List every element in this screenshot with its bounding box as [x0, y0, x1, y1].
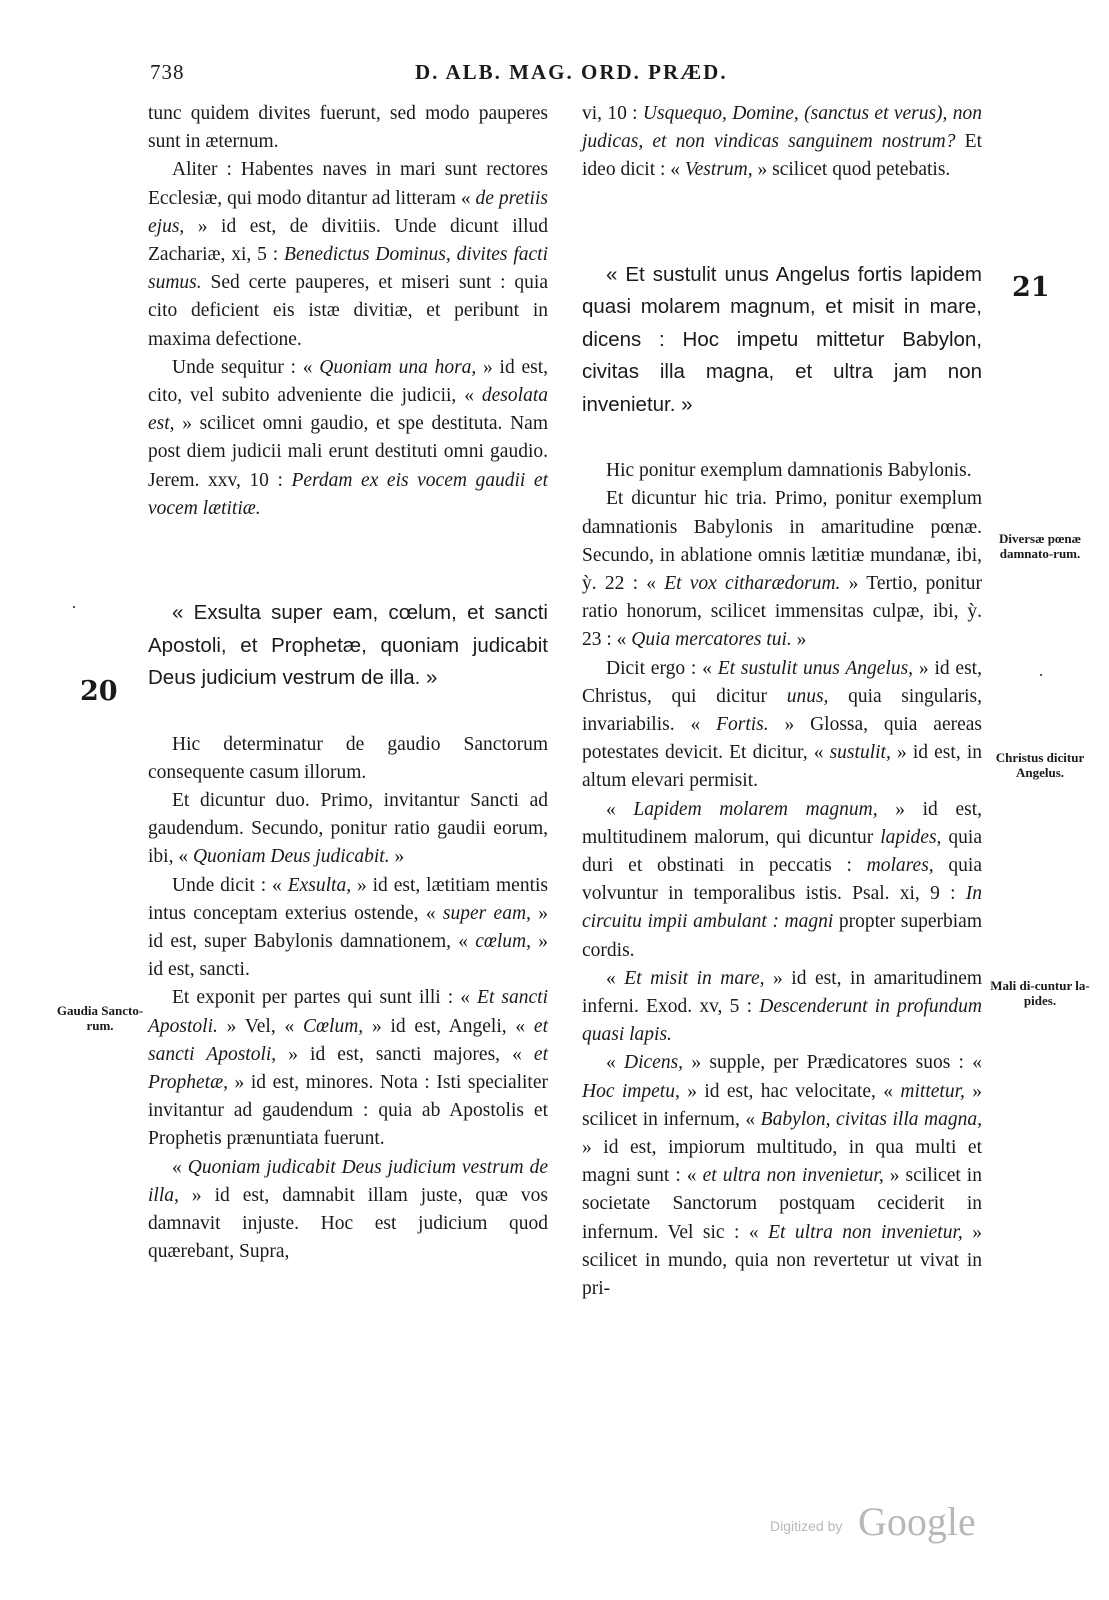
right-paragraph: « Lapidem molarem magnum, » id est, multitudinem malorum, qui dicuntur lapides, quia duri et obstinati in peccatis : molares, quia volvuntur in temporalibus istis. Psal. xi, 9 : In circuitu impii ambulant : magni propter superbiam cordis.: [582, 798, 983, 961]
margin-note-diversa: Diversæ pœnæ damnato-rum.: [999, 531, 1081, 561]
margin-note-mali: Mali di-cuntur la-pides.: [990, 978, 1090, 1008]
left-paragraph: « Quoniam judicabit Deus judicium vestrum de illa, » id est, damnabit illam juste, quæ vos damnavit injuste. Hoc est judicium quod quærebant, Supra,: [148, 1156, 548, 1263]
verse-number-21: 21: [1012, 272, 1050, 303]
left-paragraph: tunc quidem divites fuerunt, sed modo pauperes sunt in æternum.: [148, 103, 548, 153]
verse-number-20: 20: [80, 676, 118, 707]
left-paragraph: Hic determinatur de gaudio Sanctorum consequente casum illorum.: [148, 733, 548, 783]
right-paragraph: Hic ponitur exemplum damnationis Babylonis.: [606, 460, 972, 482]
verse-21-text: « Et sustulit unus Angelus fortis lapidem quasi molarem magnum, et misit in mare, dicens : Hoc impetu mittetur Babylon, civitas illa magna, et ultra jam non invenietur. »: [582, 262, 982, 416]
right-paragraph: Et dicuntur hic tria. Primo, ponitur exemplum damnationis Babylonis in amaritudine pœnæ. Secundo, in ablatione omnis lætitiæ mundanæ, ibi, ỳ. 22 : « Et vox citharædorum. » Tertio, ponitur ratio honorum, scilicet immensitas culpæ, ibi, ỳ. 23 : « Quia mercatores tui. »: [582, 488, 983, 651]
verse-20-text: « Exsulta super eam, cœlum, et sancti Apostoli, et Prophetæ, quoniam judicabit Deus judicium vestrum de illa. »: [148, 601, 548, 690]
left-paragraph: Aliter : Habentes naves in mari sunt rectores Ecclesiæ, qui modo ditantur ad litteram « de pretiis ejus, » id est, de divitiis. Unde dicunt illud Zachariæ, xi, 5 : Benedictus Dominus, divites facti sumus. Sed certe pauperes, et miseri sunt : quia cito deficient eis istæ divitiæ, et peribunt in maxima defectione.: [148, 159, 548, 350]
page-number: 738: [150, 60, 185, 84]
left-paragraph: Unde sequitur : « Quoniam una hora, » id est, cito, vel subito adveniente die judicii, « desolata est, » scilicet omni gaudio, et spe destituta. Nam post diem judicii mali erunt destituti omni gaudio. Jerem. xxv, 10 : Perdam ex eis vocem gaudii et vocem lætitiæ.: [148, 356, 548, 519]
speck-mark: [1040, 674, 1042, 676]
left-paragraph: Unde dicit : « Exsulta, » id est, lætitiam mentis intus conceptam exterius ostende, « super eam, » id est, super Babylonis damnationem, « cœlum, » id est, sancti.: [148, 874, 549, 981]
left-column: [148, 100, 548, 1266]
right-paragraph: « Dicens, » supple, per Prædicatores suos : « Hoc impetu, » id est, hac velocitate, « mittetur, » scilicet in infernum, « Babylon, civitas illa magna, » id est, impiorum multitudo, in qua multi et magni sunt : « et ultra non invenietur, » scilicet in societate Sanctorum postquam ceciderit in infernum. Vel sic : « Et ultra non invenietur, » scilicet in mundo, quia non revertetur ut vivat in pri-: [582, 1052, 983, 1299]
right-paragraph: « Et misit in mare, » id est, in amaritudinem inferni. Exod. xv, 5 : Descenderunt in profundum quasi lapis.: [582, 967, 983, 1046]
right-paragraph: vi, 10 : Usquequo, Domine, (sanctus et verus), non judicas, et non vindicas sanguinem nostrum? Et ideo dicit : « Vestrum, » scilicet quod petebatis.: [582, 103, 982, 181]
watermark-by: Digitized by: [770, 1518, 843, 1534]
right-column: [582, 100, 982, 1303]
left-paragraph: Et exponit per partes qui sunt illi : « Et sancti Apostoli. » Vel, « Cœlum, » id est, Angeli, « et sancti Apostoli, » id est, sancti majores, « et Prophetæ, » id est, minores. Nota : Isti specialiter invitantur ad gaudendum : quia ab Apostolis et Prophetis prænuntiata fuerunt.: [148, 987, 548, 1150]
running-title: D. ALB. MAG. ORD. PRÆD.: [415, 60, 728, 84]
margin-note-gaudia: Gaudia Sancto-rum.: [56, 1003, 144, 1033]
margin-note-christus: Christus dicitur Angelus.: [995, 750, 1085, 780]
right-paragraph: Dicit ergo : « Et sustulit unus Angelus, » id est, Christus, qui dicitur unus, quia singularis, invariabilis. « Fortis. » Glossa, quia aereas potestates devicit. Et dicitur, « sustulit, » id est, in altum elevari permisit.: [582, 657, 983, 792]
speck-mark: [73, 606, 75, 608]
google-logo: Google: [858, 1499, 976, 1544]
left-paragraph: Et dicuntur duo. Primo, invitantur Sancti ad gaudendum. Secundo, ponitur ratio gaudii eorum, ibi, « Quoniam Deus judicabit. »: [148, 789, 548, 868]
running-header: [150, 60, 970, 94]
digitized-watermark: [770, 1500, 985, 1550]
